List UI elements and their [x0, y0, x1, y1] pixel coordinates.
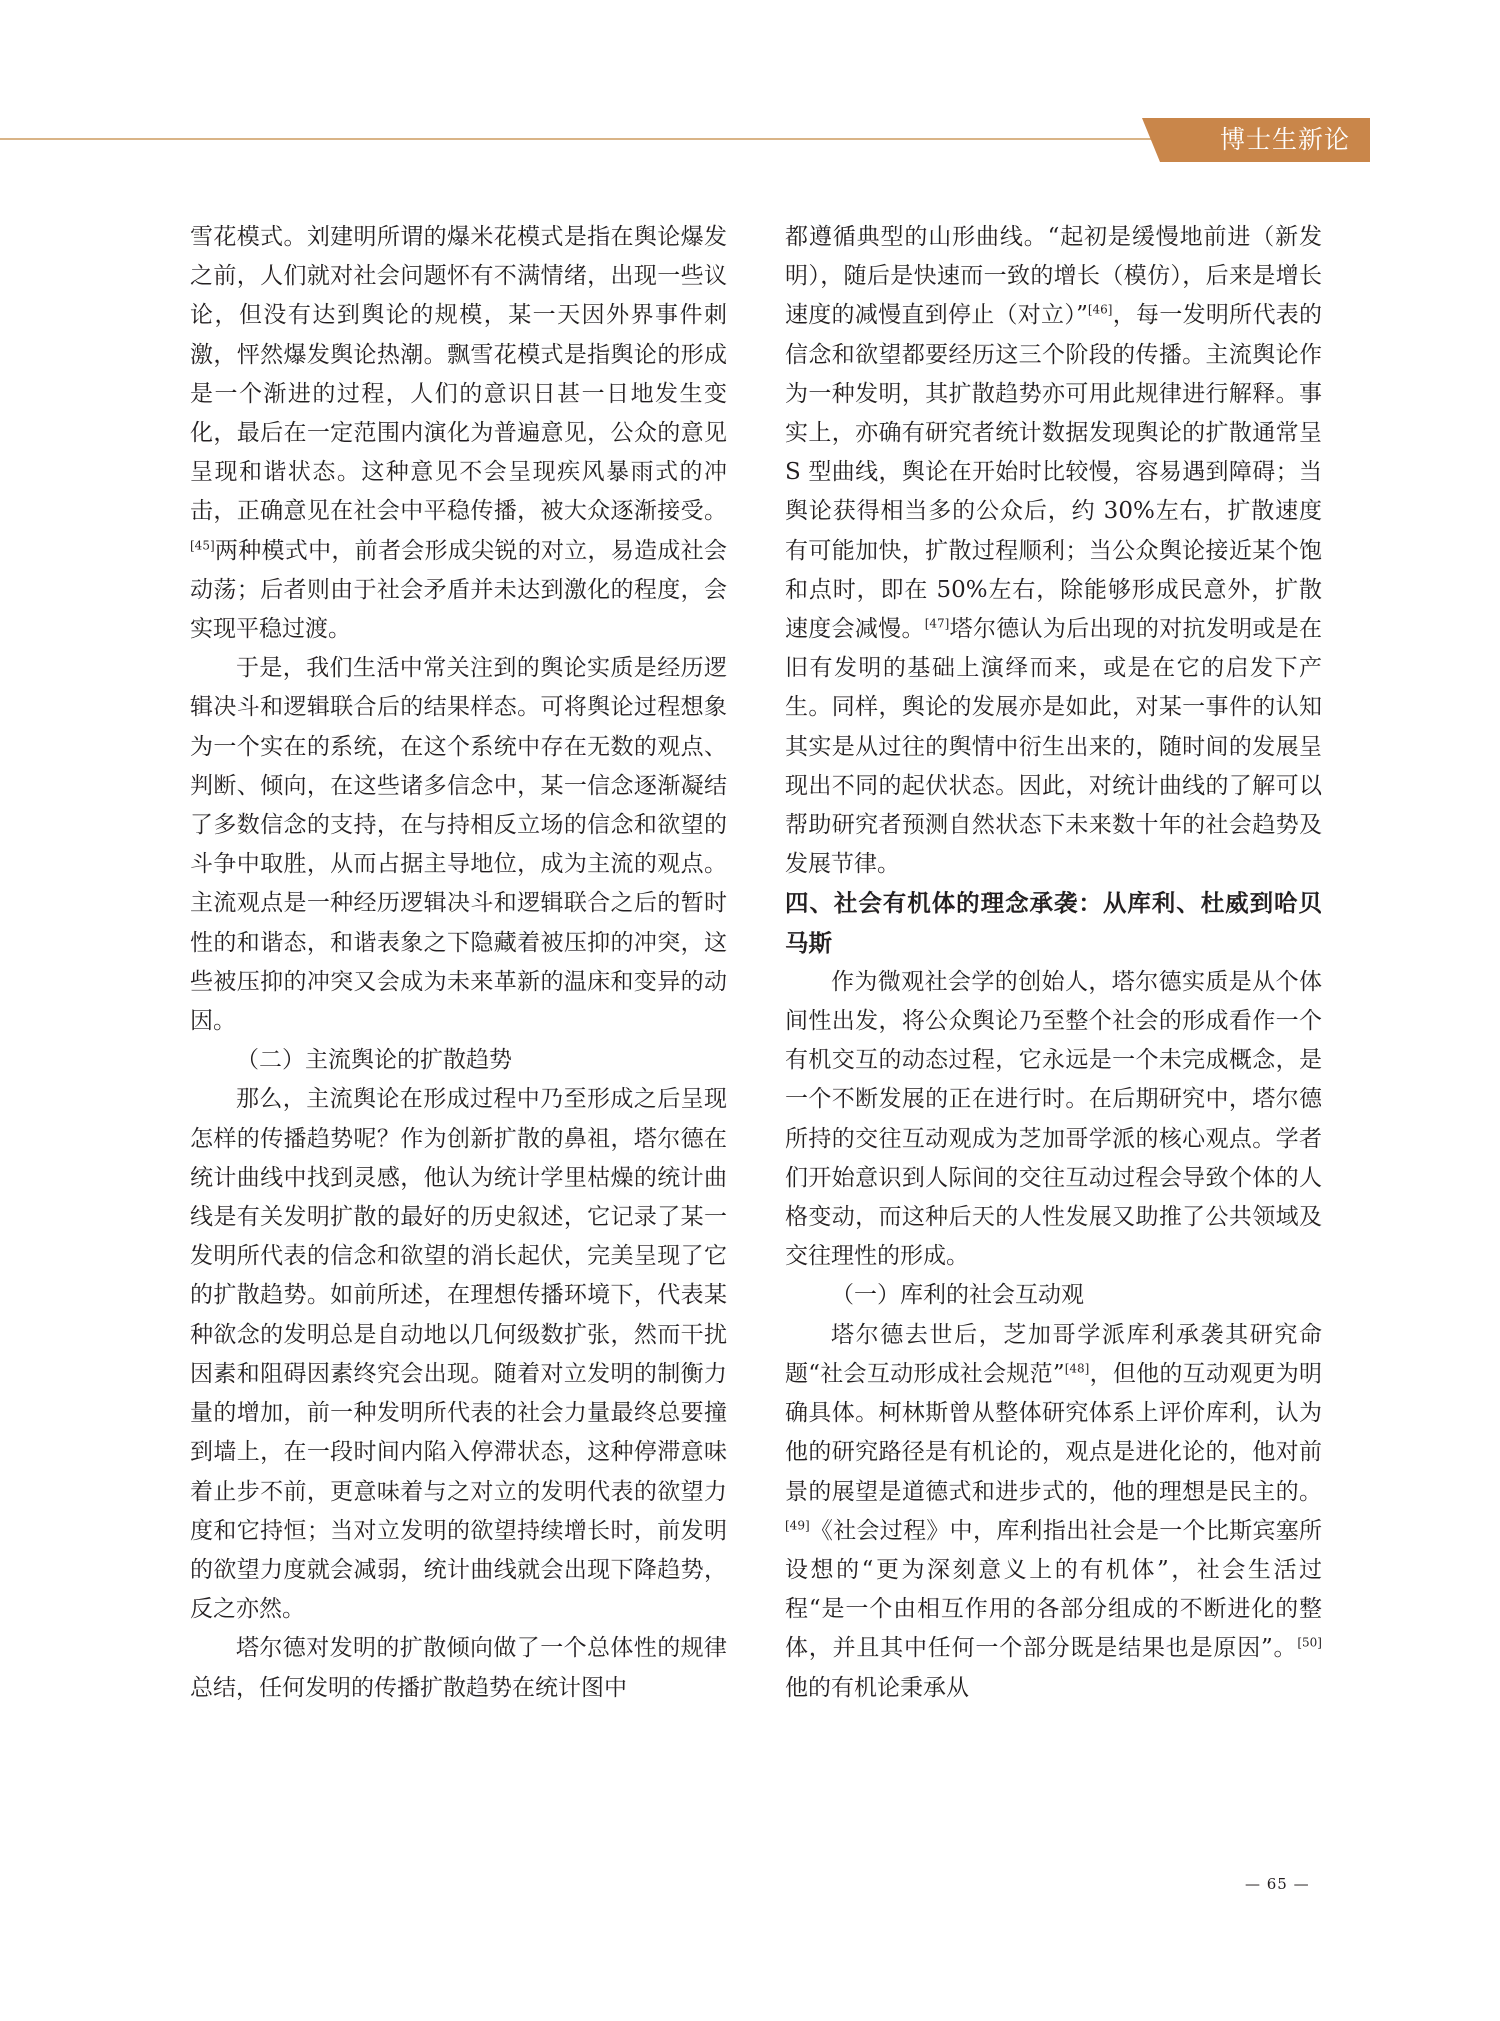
- header-rule: [0, 138, 1160, 140]
- paragraph-text: 塔尔德认为后出现的对抗发明或是在旧有发明的基础上演绎而来，或是在它的启发下产生。同样，舆论的发展亦是如此，对某一事件的认知其实是从过往的舆情中衍生出来的，随时间的发展呈现出不同的起伏状态。因此，对统计曲线的了解可以帮助研究者预测自然状态下未来数十年的社会趋势及发展节律。: [785, 616, 1322, 878]
- paragraph: [190, 218, 727, 649]
- paragraph-text: ，但他的互动观更为明确具体。柯林斯曾从整体研究体系上评价库利，认为他的研究路径是有机论的，观点是进化论的，他对前景的展望是道德式和进步式的，他的理想是民主的。: [785, 1360, 1322, 1505]
- paragraph: 塔尔德对发明的扩散倾向做了一个总体性的规律总结，任何发明的传播扩散趋势在统计图中: [190, 1635, 727, 1701]
- paragraph-text: 他的有机论秉承从: [785, 1674, 969, 1701]
- left-column: [190, 218, 727, 1708]
- paragraph-text: 两种模式中，前者会形成尖锐的对立，易造成社会动荡；后者则由于社会矛盾并未达到激化的程度，会实现平稳过渡。: [190, 537, 727, 643]
- subheading: （二）主流舆论的扩散趋势: [236, 1047, 512, 1074]
- citation: [46]: [1087, 302, 1113, 317]
- citation: [50]: [1297, 1635, 1322, 1650]
- paragraph-text: 《社会过程》中，库利指出社会是一个比斯宾塞所设想的“更为深刻意义上的有机体”，社会生活过程“是一个由相互作用的各部分组成的不断进化的整体，并且其中任何一个部分既是结果也是原因”。: [785, 1517, 1322, 1662]
- citation: [45]: [190, 537, 215, 552]
- section-tab: [1160, 118, 1370, 162]
- section-label: 博士生新论: [1219, 125, 1350, 154]
- paragraph-text: 都遵循典型的山形曲线。“起初是缓慢地前进（新发明），随后是快速而一致的增长（模仿），后来是增长速度的减慢直到停止（对立）”: [785, 224, 1322, 329]
- paragraph-text: 塔尔德去世后，芝加哥学派库利承袭其研究命题“社会互动形成社会规范”: [785, 1321, 1322, 1387]
- citation: [47]: [924, 616, 950, 631]
- paragraph: 那么，主流舆论在形成过程中乃至形成之后呈现怎样的传播趋势呢？作为创新扩散的鼻祖，塔尔德在统计曲线中找到灵感，他认为统计学里枯燥的统计曲线是有关发明扩散的最好的历史叙述，它记录了某一发明所代表的信念和欲望的消长起伏，完美呈现了它的扩散趋势。如前所述，在理想传播环境下，代表某种欲念的发明总是自动地以几何级数扩张，然而干扰因素和阻碍因素终究会出现。随着对立发明的制衡力量的增加，前一种发明所代表的社会力量最终总要撞到墙上，在一段时间内陷入停滞状态，这种停滞意味着止步不前，更意味着与之对立的发明代表的欲望力度和它持恒；当对立发明的欲望持续增长时，前发明的欲望力度就会减弱，统计曲线就会出现下降趋势，反之亦然。: [190, 1086, 727, 1623]
- right-column: [785, 218, 1322, 1708]
- page-number: — 65 —: [1245, 1875, 1310, 1893]
- citation: [49]: [785, 1518, 810, 1533]
- paragraph: 作为微观社会学的创始人，塔尔德实质是从个体间性出发，将公众舆论乃至整个社会的形成看作一个有机交互的动态过程，它永远是一个未完成概念，是一个不断发展的正在进行时。在后期研究中，塔尔德所持的交往互动观成为芝加哥学派的核心观点。学者们开始意识到人际间的交往互动过程会导致个体的人格变动，而这种后天的人性发展又助推了公共领域及交往理性的形成。: [785, 968, 1322, 1270]
- paragraph: 于是，我们生活中常关注到的舆论实质是经历逻辑决斗和逻辑联合后的结果样态。可将舆论过程想象为一个实在的系统，在这个系统中存在无数的观点、判断、倾向，在这些诸多信念中，某一信念逐渐凝结了多数信念的支持，在与持相反立场的信念和欲望的斗争中取胜，从而占据主导地位，成为主流的观点。主流观点是一种经历逻辑决斗和逻辑联合之后的暂时性的和谐态，和谐表象之下隐藏着被压抑的冲突，这些被压抑的冲突又会成为未来革新的温床和变异的动因。: [190, 655, 727, 1035]
- paragraph: [785, 1316, 1322, 1708]
- paragraph: [785, 218, 1322, 884]
- subheading: （一）库利的社会互动观: [831, 1282, 1084, 1309]
- citation: [48]: [1064, 1361, 1090, 1376]
- paragraph-text: ，每一发明所代表的信念和欲望都要经历这三个阶段的传播。主流舆论作为一种发明，其扩散趋势亦可用此规律进行解释。事实上，亦确有研究者统计数据发现舆论的扩散通常呈 S 型曲线，舆论在开始时比较慢，容易遇到障碍；当舆论获得相当多的公众后，约 30%左右，扩散速度有可能加快，扩散过程顺利；当公众舆论接近某个饱和点时，即在 50%左右，除能够形成民意外，扩散速度会减慢。: [785, 302, 1322, 643]
- paragraph-text: 雪花模式。刘建明所谓的爆米花模式是指在舆论爆发之前，人们就对社会问题怀有不满情绪，出现一些议论，但没有达到舆论的规模，某一天因外界事件刺激，怦然爆发舆论热潮。飘雪花模式是指舆论的形成是一个渐进的过程，人们的意识日甚一日地发生变化，最后在一定范围内演化为普遍意见，公众的意见呈现和谐状态。这种意见不会呈现疾风暴雨式的冲击，正确意见在社会中平稳传播，被大众逐渐接受。: [190, 224, 727, 525]
- section-heading: 四、社会有机体的理念承袭：从库利、杜威到哈贝马斯: [785, 889, 1322, 957]
